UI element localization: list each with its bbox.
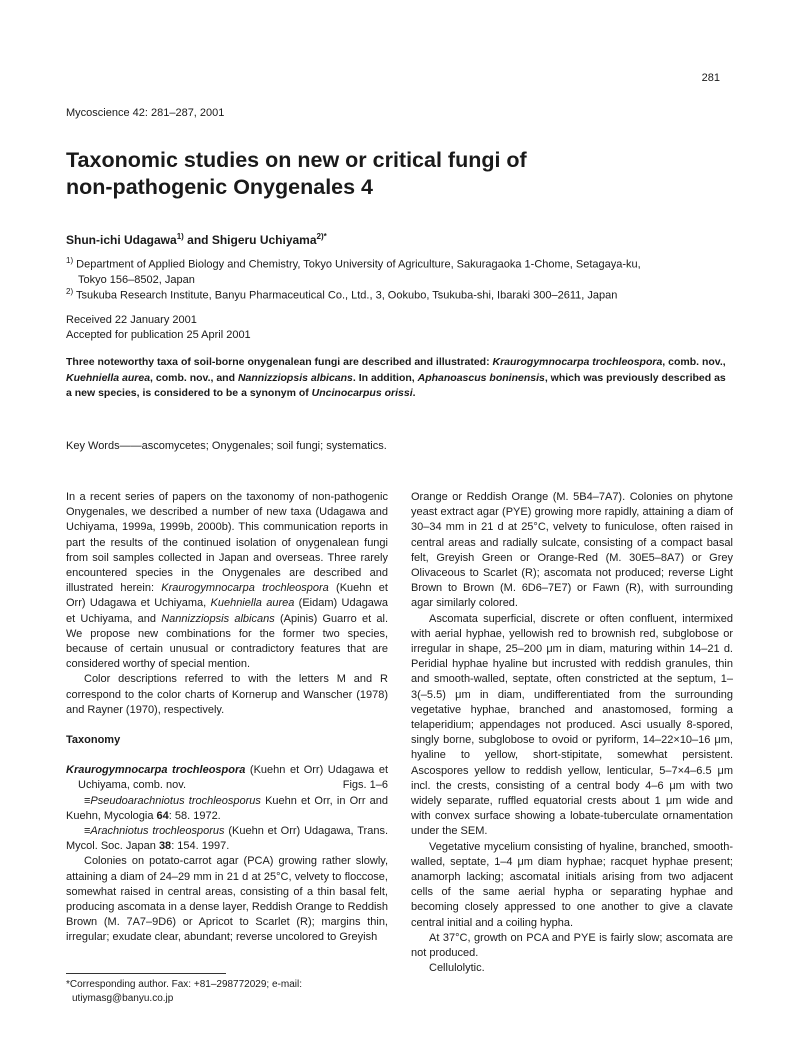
body-text: (Apinis) Guarro et al. We propose new combinations for the former two species, because of certain unusual or contradictory features that are considered worthy of special mention. [66, 612, 388, 671]
body-text: Kuehn et Orr, in Orr and Kuehn, Mycologia [66, 794, 388, 822]
title-line-1: Taxonomic studies on new or critical fungi of [66, 148, 527, 172]
species-name: Kraurogymnocarpa trochleospora [66, 764, 246, 777]
journal-citation: Mycoscience 42: 281–287, 2001 [66, 107, 225, 119]
species-heading [66, 763, 388, 793]
title-line-2: non-pathogenic Onygenales 4 [66, 175, 374, 199]
author-name: Shun-ichi Udagawa [66, 233, 177, 247]
description-paragraph: Orange or Reddish Orange (M. 5B4–7A7). Colonies on phytone yeast extract agar (PYE) growing more rapidly, attaining a diam of 30–34 mm in 21 d at 25°C, velvety to funiculose, often raised in central areas and radially sulcate, consisting of a compact basal felt, Greyish Green or Orange-Red (M. 30E5–8A7) or Grey Olivaceous to Scarlet (R); ascomata not produced; reverse Light Brown to Brown (M. 6D6–7E7) or Fawn (R), with surrounding agar similarly colored. [411, 491, 733, 610]
cellulolytic-paragraph: Cellulolytic. [429, 962, 485, 975]
taxon-name: Kraurogymnocarpa trochleospora [161, 582, 329, 595]
description-paragraph: Colonies on potato-carrot agar (PCA) growing rather slowly, attaining a diam of 24–29 mm in 21 d at 25°C, velvety to floccose, somewhat raised in central areas, consisting of a thin basal felt, producing ascomata in a dense layer, Reddish Orange to Reddish Brown (M. 7A7–9D6) or Apricot to Scarlet (R); margins thin, irregular; exudate clear, abundant; reverse uncolored to Greyish [66, 855, 388, 944]
taxon-name: Pseudoarachniotus trochleosporus [90, 794, 261, 807]
footnote [66, 978, 388, 1006]
left-column [66, 460, 388, 946]
received-date: Received 22 January 2001 [66, 314, 197, 326]
growth-paragraph: At 37°C, growth on PCA and PYE is fairly slow; ascomata are not produced. [411, 931, 733, 960]
abstract-text: , comb. nov., [662, 356, 726, 368]
abstract-text: . In addition, [352, 371, 418, 384]
right-column [411, 460, 733, 977]
taxon-name: Kuehniella aurea [210, 597, 295, 610]
page-number: 281 [701, 72, 720, 84]
mycelium-paragraph: Vegetative mycelium consisting of hyaline, branched, smooth-walled, septate, 1–4 μm diam hyphae; racquet hyphae present; anamorph lacking; ascomatal initials arising from two adjacent cells of the same aerial hypha or separating hyphae and becoming closely appressed to one another to give a clavate central initial and a coiling hypha. [411, 840, 733, 929]
keywords [66, 440, 387, 452]
taxon-name: Arachniotus trochleosporus [90, 825, 225, 838]
body-text: (Eidam) Udagawa et Uchiyama, and [66, 597, 388, 625]
affiliation-2 [66, 284, 738, 304]
abstract-text: , comb. nov., and [150, 371, 238, 384]
footnote-rule [66, 973, 226, 974]
author-list [66, 232, 327, 247]
abstract-text: , which was previously described as a new species, is considered to be a synonym of [66, 371, 726, 399]
taxon-name: Kuehniella aurea [66, 371, 151, 384]
taxon-name: Kraurogymnocarpa trochleospora [492, 356, 663, 368]
article-title [66, 147, 726, 201]
body-text: (Kuehn et Orr) Udagawa, Trans. Mycol. Soc. Japan [66, 825, 389, 853]
synonym-symbol: ≡ [84, 825, 91, 838]
affil-text: Department of Applied Biology and Chemistry, Tokyo University of Agriculture, Sakuragaoka 1-Chome, Setagaya-ku, [73, 258, 641, 271]
intro-paragraph [66, 490, 388, 672]
synonym-symbol: ≡ [84, 794, 91, 807]
body-text: (Kuehn et Orr) Udagawa et Uchiyama, [66, 582, 388, 610]
body-text: In a recent series of papers on the taxonomy of non-pathogenic Onygenales, we described a number of new taxa (Udagawa and Uchiyama, 1999a, 1999b, 2000b). This communication reports in part the results of the continued isolation of onygenalean fungi from soil samples collected in Japan and overseas. Three rarely encountered species in the Onygenales are described and illustrated herein: [66, 491, 388, 595]
taxon-name: Uncinocarpus orissi [311, 387, 413, 399]
body-text: : 58. 1972. [168, 809, 221, 822]
footnote-email: utiymasg@banyu.co.jp [72, 993, 174, 1004]
ascomata-paragraph: Ascomata superficial, discrete or often confluent, intermixed with aerial hyphae, yellowish red to brownish red, subglobose or irregular in shape, 25–200 μm in diam, maturing within 14–21 d. Peridial hyphae hyaline but incrusted with reddish granules, thin and smooth-walled, septate, often constricted at the septum, 1–3(–5.5) μm in diam, undifferentiated from the surrounding vegetative hyphae, branched and anastomosed, forming a telaperidium; appendages not produced. Asci usually 8-spored, singly borne, subglobose to ovoid or pyriform, 14–22×10–16 μm, hyaline to yellow, short-stipitate, somewhat persistent. Ascospores yellow to reddish yellow, lenticular, 5–7×4–6.5 μm incl. the crests, consisting of a central body 4–6 μm with two widely separate, ruffled equatorial crests about 1 μm wide and with convex surface showing a lobate-tuberculate ornamentation under the SEM. [411, 612, 733, 838]
affil-text-cont: Tokyo 156–8502, Japan [78, 273, 195, 286]
affil-mark: 1) [66, 256, 74, 265]
abstract [66, 355, 732, 402]
synonym-2 [66, 824, 388, 854]
footnote-line: *Corresponding author. Fax: +81–298772029; e-mail: [66, 979, 302, 990]
keywords-label: Key Words [66, 440, 120, 452]
affil-mark: 2) [66, 287, 74, 296]
author-conjunction: and [183, 233, 212, 247]
keywords-text: ascomycetes; Onygenales; soil fungi; systematics. [141, 440, 387, 452]
color-note-paragraph: Color descriptions referred to with the letters M and R correspond to the color charts of Kornerup and Wanscher (1978) and Rayner (1970), respectively. [66, 673, 388, 716]
article-dates [66, 313, 251, 343]
abstract-text: . [412, 387, 416, 399]
body-text: : 154. 1997. [171, 840, 230, 853]
section-heading: Taxonomy [66, 734, 121, 747]
taxon-name: Nannizziopsis albicans [237, 371, 353, 384]
taxon-name: Nannizziopsis albicans [161, 612, 275, 625]
author-name: Shigeru Uchiyama [211, 233, 317, 247]
taxon-name: Aphanoascus boninensis [417, 371, 545, 384]
author-affil-mark: 1) [176, 232, 184, 241]
volume-number: 64 [156, 809, 169, 822]
affil-text: Tsukuba Research Institute, Banyu Pharmaceutical Co., Ltd., 3, Ookubo, Tsukuba-shi, Ibaraki 300–2611, Japan [73, 289, 618, 302]
species-authority: (Kuehn et Orr) Udagawa et Uchiyama, comb. nov. [78, 764, 388, 792]
author-affil-mark: 2)* [316, 232, 327, 241]
figure-reference: Figs. 1–6 [342, 779, 388, 792]
volume-number: 38 [158, 840, 172, 853]
accepted-date: Accepted for publication 25 April 2001 [66, 329, 251, 341]
keywords-dash: —— [119, 440, 142, 452]
abstract-text: Three noteworthy taxa of soil-borne onygenalean fungi are described and illustrated: [66, 356, 493, 368]
synonym-1 [66, 794, 388, 824]
affiliation-1 [66, 253, 738, 288]
